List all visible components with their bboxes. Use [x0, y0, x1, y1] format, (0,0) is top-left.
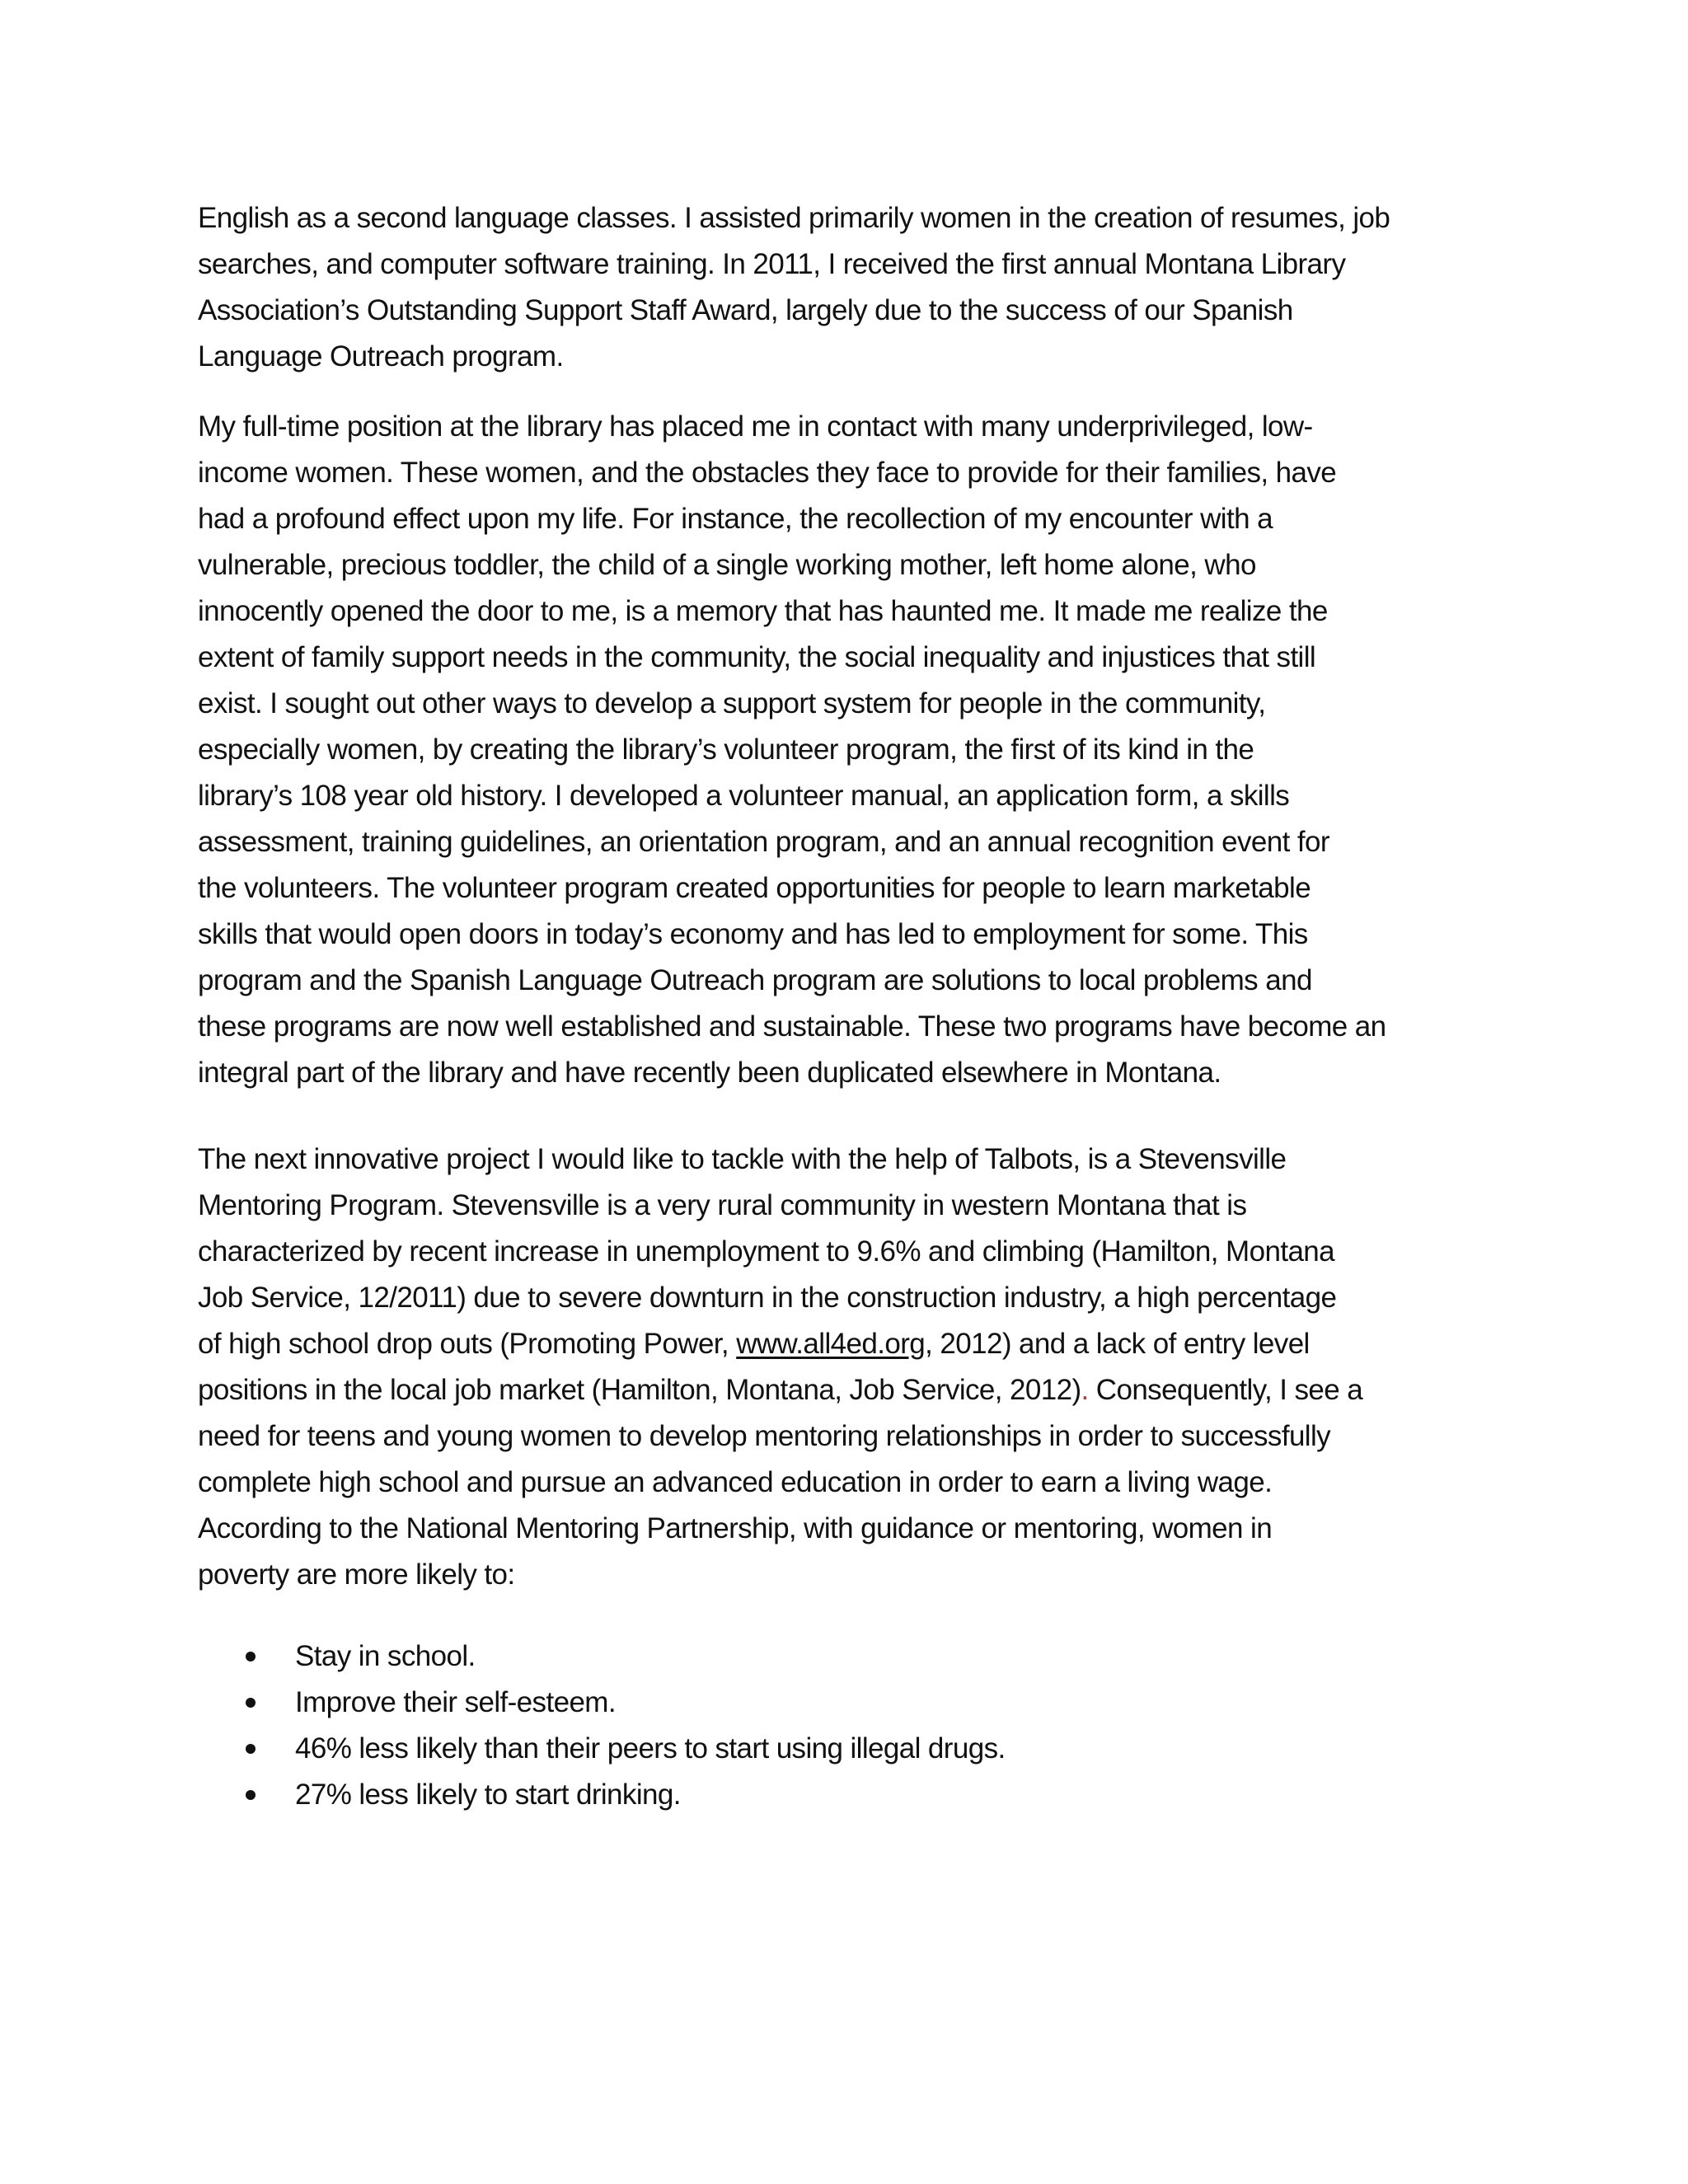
- paragraph-line-with-mark: [198, 1367, 1492, 1413]
- paragraph-line: According to the National Mentoring Partnership, with guidance or mentoring, women in: [198, 1512, 1273, 1544]
- bullet-text: Improve their self-esteem.: [295, 1686, 616, 1718]
- paragraph-line: library’s 108 year old history. I developed a volunteer manual, an application form, a skills: [198, 780, 1290, 812]
- bullet-item: [198, 1680, 1352, 1726]
- paragraph-line: innocently opened the door to me, is a memory that has haunted me. It made me realize the: [198, 595, 1328, 627]
- paragraph-line: had a profound effect upon my life. For instance, the recollection of my encounter with a: [198, 503, 1273, 535]
- link-line-prefix: of high school drop outs (Promoting Power,: [198, 1328, 737, 1360]
- paragraph-line-with-link: [198, 1321, 1492, 1367]
- bullet-item: [198, 1772, 1352, 1818]
- paragraph-line: Mentoring Program. Stevensville is a very rural community in western Montana that is: [198, 1189, 1247, 1221]
- bullet-item: [198, 1726, 1352, 1772]
- bullet-icon: [246, 1652, 256, 1661]
- red-period-mark: .: [1081, 1374, 1089, 1406]
- bullet-icon: [246, 1744, 256, 1754]
- paragraph-line: searches, and computer software training. In 2011, I received the first annual Montana Library: [198, 248, 1346, 280]
- bullet-text: Stay in school.: [295, 1640, 476, 1672]
- paragraph-line: exist. I sought out other ways to develop a support system for people in the community,: [198, 687, 1266, 719]
- paragraph-line: characterized by recent increase in unemployment to 9.6% and climbing (Hamilton, Montana: [198, 1235, 1335, 1268]
- paragraph-line: Job Service, 12/2011) due to severe downturn in the construction industry, a high percentage: [198, 1282, 1337, 1314]
- paragraph-line: Association’s Outstanding Support Staff Award, largely due to the success of our Spanish: [198, 294, 1293, 326]
- paragraph-2: [198, 404, 1492, 1096]
- mark-line-prefix: positions in the local job market (Hamilton, Montana, Job Service, 2012): [198, 1374, 1081, 1406]
- website-link[interactable]: www.all4ed.org: [736, 1328, 926, 1360]
- bullet-text: 46% less likely than their peers to start using illegal drugs.: [295, 1732, 1006, 1765]
- paragraph-line: program and the Spanish Language Outreach program are solutions to local problems and: [198, 964, 1312, 996]
- paragraph-line: income women. These women, and the obstacles they face to provide for their families, have: [198, 457, 1337, 489]
- paragraph-line: skills that would open doors in today’s economy and has led to employment for some. This: [198, 918, 1308, 950]
- bullet-text: 27% less likely to start drinking.: [295, 1779, 681, 1811]
- paragraph-line: especially women, by creating the library’s volunteer program, the first of its kind in the: [198, 733, 1254, 766]
- paragraph-3: [198, 1137, 1492, 1598]
- mark-line-suffix: Consequently, I see a: [1088, 1374, 1363, 1406]
- link-line-suffix: , 2012) and a lack of entry level: [925, 1328, 1310, 1360]
- paragraph-line: integral part of the library and have recently been duplicated elsewhere in Montana.: [198, 1057, 1221, 1089]
- paragraph-line: The next innovative project I would like to tackle with the help of Talbots, is a Stevensville: [198, 1143, 1287, 1175]
- paragraph-line: the volunteers. The volunteer program created opportunities for people to learn marketable: [198, 872, 1311, 904]
- paragraph-line: Language Outreach program.: [198, 340, 564, 373]
- bullet-icon: [246, 1790, 256, 1800]
- paragraph-line: vulnerable, precious toddler, the child of a single working mother, left home alone, who: [198, 549, 1256, 581]
- paragraph-line: poverty are more likely to:: [198, 1558, 515, 1591]
- bullet-item: [198, 1633, 1352, 1680]
- bullet-icon: [246, 1698, 256, 1708]
- paragraph-line: these programs are now well established and sustainable. These two programs have become an: [198, 1010, 1386, 1043]
- paragraph-line: assessment, training guidelines, an orientation program, and an annual recognition event for: [198, 826, 1329, 858]
- paragraph-1: [198, 195, 1492, 380]
- paragraph-line: extent of family support needs in the community, the social inequality and injustices that still: [198, 641, 1316, 673]
- paragraph-line: need for teens and young women to develop mentoring relationships in order to successfully: [198, 1420, 1331, 1452]
- paragraph-line: My full-time position at the library has placed me in contact with many underprivileged, low-: [198, 410, 1313, 443]
- paragraph-line: complete high school and pursue an advanced education in order to earn a living wage.: [198, 1466, 1273, 1498]
- bullet-list: [198, 1633, 1352, 1818]
- paragraph-line: English as a second language classes. I assisted primarily women in the creation of resumes, job: [198, 202, 1390, 234]
